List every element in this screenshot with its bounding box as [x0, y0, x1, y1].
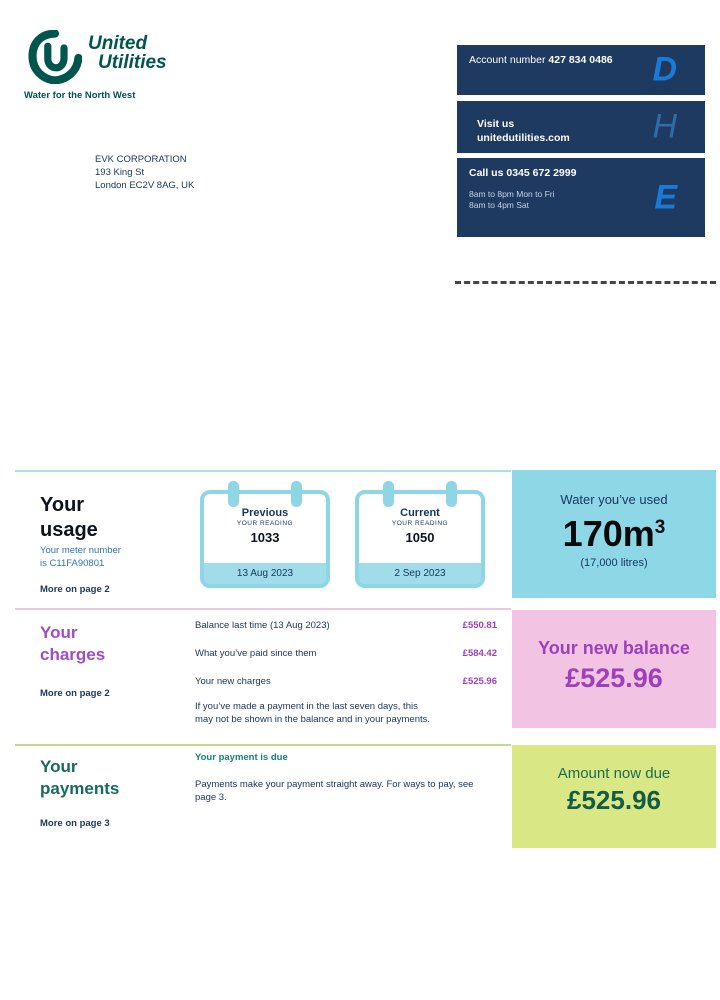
charge-row-value: £584.42	[462, 648, 497, 659]
payments-more-link: More on page 3	[40, 818, 110, 829]
account-number-label: Account number	[469, 54, 546, 66]
usage-heading-line1: Your	[40, 494, 85, 516]
calendar-pin-icon	[291, 481, 302, 507]
account-number-box	[457, 45, 705, 95]
charges-disclaimer-line2: may not be shown in the balance and in your payments.	[195, 714, 431, 725]
usage-more-link: More on page 2	[40, 584, 110, 595]
letter-e-icon: E	[654, 178, 677, 216]
brand-name-line1: United	[88, 33, 148, 54]
recipient-city: London EC2V 8AG, UK	[95, 180, 195, 191]
calendar-pin-icon	[446, 481, 457, 507]
calendar-pin-icon	[228, 481, 239, 507]
charges-heading-line1: Your	[40, 623, 78, 642]
hours-saturday: 8am to 4pm Sat	[469, 200, 530, 210]
visit-us-label: Visit us	[477, 118, 515, 130]
previous-reading-date: 13 Aug 2023	[204, 563, 326, 584]
amount-due-label: Amount now due	[557, 765, 671, 782]
call-us-text	[469, 166, 629, 211]
brand-name-line2: Utilities	[98, 52, 167, 73]
water-used-number: 170m	[562, 513, 655, 554]
charges-heading-line2: charges	[40, 645, 106, 664]
previous-reading-card	[200, 490, 330, 588]
previous-reading-subtitle: YOUR READING	[236, 520, 294, 527]
united-utilities-swoosh-icon	[28, 30, 82, 84]
charge-row-label: Balance last time (13 Aug 2023)	[195, 620, 330, 631]
usage-heading	[40, 493, 98, 543]
usage-section-rule	[15, 470, 511, 472]
current-reading-card	[355, 490, 485, 588]
water-used-exponent: 3	[654, 517, 666, 538]
water-used-value	[512, 509, 716, 553]
charge-row-value: £550.81	[462, 620, 497, 631]
current-reading-subtitle: YOUR READING	[391, 520, 449, 527]
usage-heading-line2: usage	[40, 519, 98, 541]
new-balance-panel	[512, 610, 716, 728]
payments-section-rule	[15, 744, 511, 746]
opening-hours	[469, 189, 629, 211]
meter-note-line2: is C11FA90801	[40, 558, 105, 569]
amount-due-value: £525.96	[567, 785, 661, 815]
charges-disclaimer-line1: If you’ve made a payment in the last seven days, this	[195, 701, 418, 712]
website-url: unitedutilities.com	[477, 132, 570, 144]
recipient-name: EVK CORPORATION	[95, 154, 187, 165]
amount-due-panel	[512, 745, 716, 848]
current-reading-date: 2 Sep 2023	[359, 563, 481, 584]
phone-number: 0345 672 2999	[506, 167, 577, 179]
charges-disclaimer	[195, 700, 430, 726]
new-balance-label: Your new balance	[538, 638, 690, 658]
water-used-litres: (17,000 litres)	[580, 557, 648, 569]
charge-row-label: What you’ve paid since them	[195, 648, 317, 659]
brand-name	[88, 34, 167, 72]
meter-note-line1: Your meter number	[40, 545, 121, 556]
payment-instructions: Payments make your payment straight away. For ways to pay, see page 3.	[195, 779, 474, 803]
new-balance-amount: £525.96	[565, 663, 663, 693]
charges-heading	[40, 622, 105, 666]
account-number-text	[469, 53, 629, 67]
table-row	[195, 620, 497, 631]
calendar-pin-icon	[383, 481, 394, 507]
charges-more-link: More on page 2	[40, 688, 110, 699]
charge-row-value: £525.96	[462, 676, 497, 687]
payment-due-title: Your payment is due	[195, 752, 288, 763]
meter-number-note	[40, 544, 121, 570]
hours-weekday: 8am to 8pm Mon to Fri	[469, 189, 555, 199]
letter-h-icon: H	[652, 107, 677, 146]
charges-section-rule	[15, 608, 511, 610]
tear-line	[455, 281, 716, 284]
table-row	[195, 676, 497, 687]
previous-reading-title: Previous	[241, 507, 289, 519]
visit-us-text	[469, 109, 637, 145]
call-us-label: Call us	[469, 167, 504, 179]
visit-us-box	[457, 101, 705, 153]
recipient-address	[95, 153, 194, 192]
charge-row-label: Your new charges	[195, 676, 271, 687]
account-number-value: 427 834 0486	[548, 54, 613, 66]
payments-heading-line1: Your	[40, 757, 78, 776]
brand-tagline: Water for the North West	[24, 90, 136, 101]
current-reading-title: Current	[400, 507, 440, 519]
recipient-street: 193 King St	[95, 167, 145, 178]
table-row	[195, 648, 497, 659]
water-used-panel	[512, 470, 716, 598]
united-utilities-logo	[24, 30, 224, 101]
letter-d-icon: D	[652, 50, 677, 89]
call-us-box	[457, 158, 705, 237]
current-reading-value: 1050	[405, 530, 435, 545]
previous-reading-value: 1033	[250, 530, 280, 545]
payments-heading-line2: payments	[40, 779, 120, 798]
water-used-label: Water you’ve used	[560, 492, 668, 507]
payments-heading	[40, 756, 119, 800]
charges-table	[195, 620, 497, 704]
